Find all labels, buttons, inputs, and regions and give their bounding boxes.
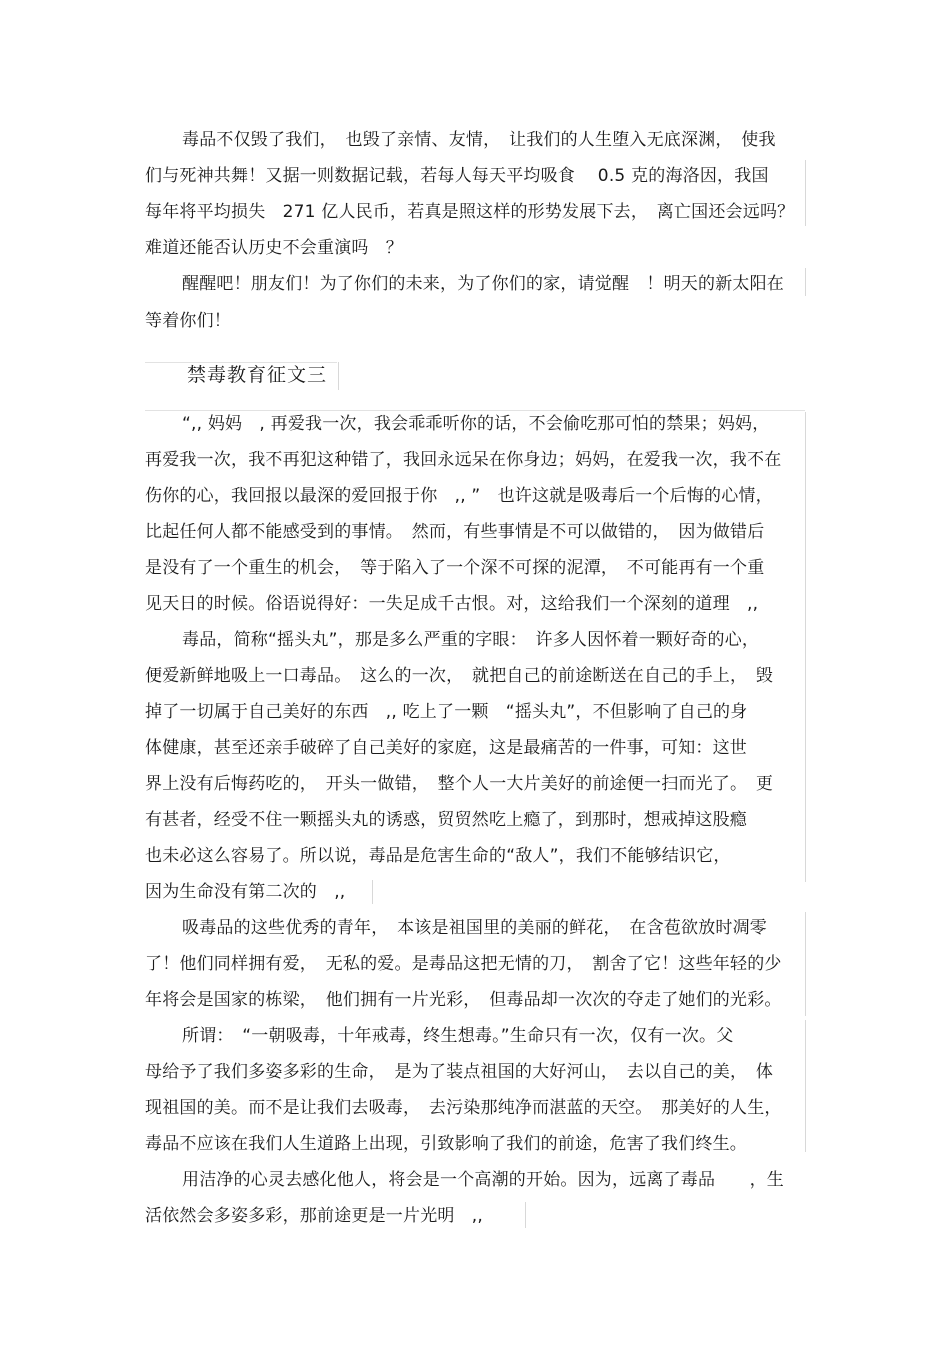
section-paragraph-4-line-1: 所谓： “一朝吸毒，十年戒毒，终生想毒。”生命只有一次，仅有一次。父: [182, 1026, 734, 1046]
section-paragraph-1-line-1: “,, 妈妈 , 再爱我一次，我会乖乖听你的话，不会偷吃那可怕的禁果；妈妈，: [182, 414, 770, 434]
section-paragraph-2-line-8: 因为生命没有第二次的 ,,: [145, 882, 346, 902]
section-paragraph-2-line-1: 毒品，简称“摇头丸”，那是多么严重的字眼： 许多人因怀着一颗好奇的心，: [182, 630, 760, 650]
paragraph-2-line-2: 等着你们！: [145, 311, 231, 331]
section-paragraph-4-line-2: 母给予了我们多姿多彩的生命， 是为了装点祖国的大好河山， 去以自己的美， 体: [145, 1062, 774, 1082]
section-paragraph-2-line-2: 便爱新鲜地吸上一口毒品。 这么的一次， 就把自己的前途断送在自己的手上， 毁: [145, 666, 774, 686]
section-paragraph-2-line-6: 有甚者，经受不住一颗摇头丸的诱惑，贸贸然吃上瘾了，到那时，想戒掉这股瘾: [145, 810, 747, 830]
margin-rule: [805, 412, 806, 882]
section-top-rule: [145, 410, 805, 411]
section-paragraph-1-line-4: 比起任何人都不能感受到的事情。 然而，有些事情是不可以做错的， 因为做错后: [145, 522, 765, 542]
line-end-rule: [525, 1202, 526, 1228]
section-paragraph-3-line-3: 年将会是国家的栋梁， 他们拥有一片光彩， 但毒品却一次次的夺走了她们的光彩。: [145, 990, 782, 1010]
heading-top-rule: [145, 362, 337, 363]
section-paragraph-5-line-1: 用洁净的心灵去感化他人，将会是一个高潮的开始。因为，远离了毒品 ，生: [182, 1170, 784, 1190]
section-paragraph-1-line-5: 是没有了一个重生的机会， 等于陷入了一个深不可探的泥潭， 不可能再有一个重: [145, 558, 765, 578]
paragraph-1-line-1: 毒品不仅毁了我们， 也毁了亲情、友情， 让我们的人生堕入无底深渊， 使我: [182, 130, 776, 150]
heading-rule: [338, 362, 339, 390]
section-paragraph-2-line-7: 也未必这么容易了。所以说，毒品是危害生命的“敌人”，我们不能够结识它，: [145, 846, 731, 866]
section-paragraph-5-line-2: 活依然会多姿多彩，那前途更是一片光明 ,,: [145, 1206, 484, 1226]
section-paragraph-4-line-3: 现祖国的美。而不是让我们去吸毒， 去污染那纯净而湛蓝的天空。 那美好的人生，: [145, 1098, 782, 1118]
section-paragraph-1-line-6: 见天日的时候。俗语说得好：一失足成千古恨。对，这给我们一个深刻的道理 ,,: [145, 594, 759, 614]
section-paragraph-1-line-2: 再爱我一次，我不再犯这种错了，我回永远呆在你身边；妈妈，在爱我一次，我不在: [145, 450, 782, 470]
paragraph-1-line-2: 们与死神共舞！又据一则数据记载，若每人每天平均吸食 0.5 克的海洛因，我国: [145, 166, 769, 186]
section-paragraph-3-line-2: 了！他们同样拥有爱， 无私的爱。是毒品这把无情的刀， 割舍了它！这些年轻的少: [145, 954, 782, 974]
paragraph-2-line-1: 醒醒吧！朋友们！为了你们的未来，为了你们的家，请觉醒 ！明天的新太阳在: [182, 274, 784, 294]
section-paragraph-2-line-3: 掉了一切属于自己美好的东西 ,, 吃上了一颗 “摇头丸”，不但影响了自己的身: [145, 702, 748, 722]
margin-rule: [805, 912, 806, 1016]
margin-rule: [805, 1020, 806, 1152]
margin-rule: [805, 160, 806, 226]
section-paragraph-2-line-5: 界上没有后悔药吃的， 开头一做错， 整个人一大片美好的前途便一扫而光了。 更: [145, 774, 774, 794]
section-paragraph-1-line-3: 伤你的心，我回报以最深的爱回报于你 ,, ” 也许这就是吸毒后一个后悔的心情，: [145, 486, 773, 506]
section-paragraph-3-line-1: 吸毒品的这些优秀的青年， 本该是祖国里的美丽的鲜花， 在含苞欲放时凋零: [182, 918, 767, 938]
section-title: 禁毒教育征文三: [187, 364, 328, 386]
paragraph-1-line-4: 难道还能否认历史不会重演吗 ？: [145, 238, 403, 258]
line-end-rule: [372, 880, 373, 904]
margin-rule: [805, 268, 806, 296]
section-paragraph-2-line-4: 体健康，甚至还亲手破碎了自己美好的家庭，这是最痛苦的一件事，可知：这世: [145, 738, 747, 758]
paragraph-1-line-3: 每年将平均损失 271 亿人民币，若真是照这样的形势发展下去， 离亡国还会远吗？: [145, 202, 795, 222]
section-paragraph-4-line-4: 毒品不应该在我们人生道路上出现，引致影响了我们的前途，危害了我们终生。: [145, 1134, 747, 1154]
